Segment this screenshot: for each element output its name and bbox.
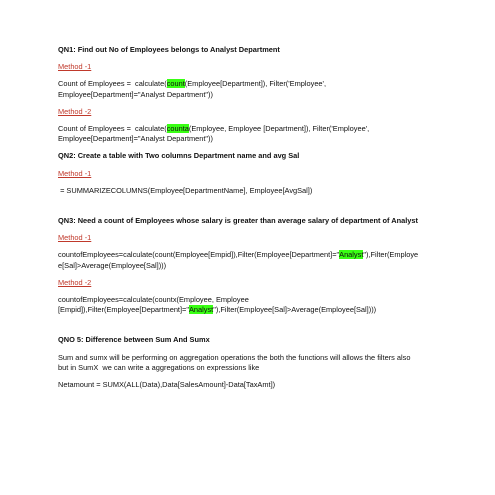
q3-method-2-formula-cont [58, 305, 465, 315]
q3-m1-text-b: "),Filter(Employe [363, 250, 419, 260]
q1-m1-text-b: (Employee[Department]), Filter('Employee', [184, 79, 327, 89]
q5-paragraph-2: but in SumX we can write a aggregations on expressions like [58, 362, 260, 372]
q1-method-1-formula [58, 79, 465, 89]
q3-method-2-formula: countofEmployees=calculate(countx(Employee, Employee [58, 295, 249, 305]
q5-paragraph-1: Sum and sumx will be performing on aggregation operations the both the functions will allows the filters also [58, 352, 411, 362]
question-1-title: QN1: Find out No of Employees belongs to Analyst Department [58, 45, 280, 54]
q1-m2-text-a: Count of Employees = calculate( [58, 124, 167, 134]
q1-method-2-formula-cont: Employee[Department]="Analyst Department")) [58, 134, 213, 144]
q3-m2-text-c: "),Filter(Employee[Sal]>Average(Employee[Sal]))) [213, 305, 377, 315]
question-3-title: QN3: Need a count of Employees whose salary is greater than average salary of department of Analyst [58, 216, 418, 226]
question-2-title: QN2: Create a table with Two columns Department name and avg Sal [58, 151, 300, 161]
q1-m1-highlight: count [166, 79, 185, 89]
q3-m1-text-a: countofEmployees=calculate(count(Employee[Empid]),Filter(Employee[Department]=" [58, 250, 340, 260]
q5-formula: Netamount = SUMX(ALL(Data),Data[SalesAmount]-Data[TaxAmt]) [58, 380, 276, 390]
q3-method-2-label: Method -2 [58, 277, 92, 287]
question-5-title: QNO 5: Difference between Sum And Sumx [58, 335, 210, 345]
q1-method-1-formula-cont: Employee[Department]="Analyst Department")) [58, 89, 213, 99]
q3-method-1-label: Method -1 [58, 233, 92, 243]
q1-method-2-formula [58, 124, 465, 134]
q1-method-2-label: Method -2 [58, 106, 92, 116]
q2-method-1-label: Method -1 [58, 168, 92, 178]
q3-method-1-formula [58, 250, 465, 260]
q3-m2-highlight: Analyst [188, 305, 214, 315]
q1-method-1-label: Method -1 [58, 62, 92, 72]
q1-m2-text-b: (Employee, Employee [Department]), Filter('Employee', [188, 124, 370, 134]
q1-m2-highlight: counta [166, 124, 189, 134]
q3-m1-highlight: Analyst [339, 250, 364, 260]
q2-method-1-formula: = SUMMARIZECOLUMNS(Employee[DepartmentName], Employee[AvgSal]) [58, 185, 313, 195]
q3-method-1-formula-cont: e[Sal]>Average(Employee[Sal]))) [58, 260, 167, 270]
q3-m2-text-b: [Empid]),Filter(Employee[Department]=" [58, 305, 189, 315]
q1-m1-text-a: Count of Employees = calculate( [58, 79, 167, 89]
